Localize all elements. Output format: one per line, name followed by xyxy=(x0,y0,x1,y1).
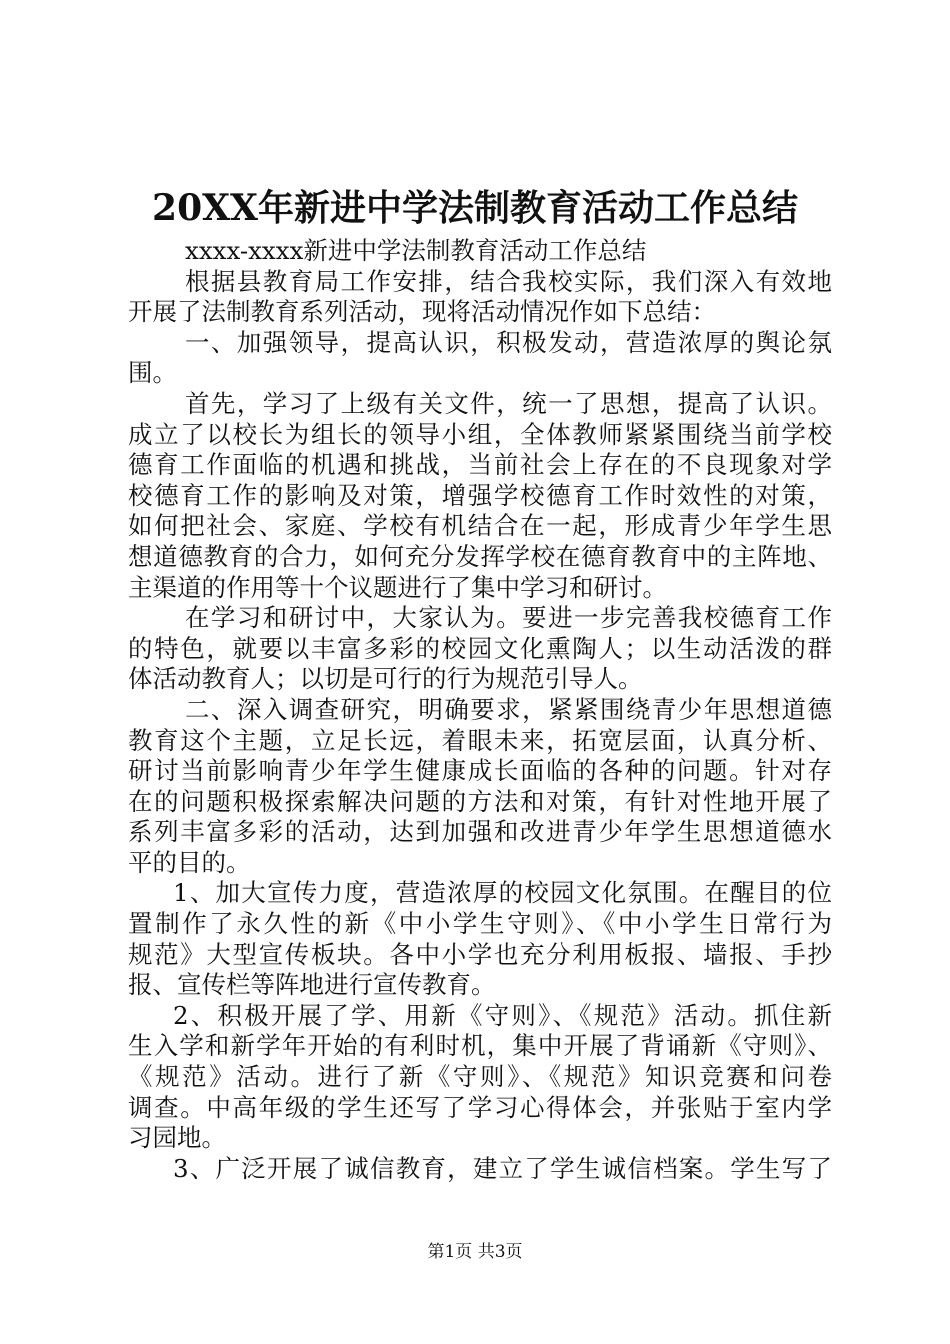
paragraph-line: 想道德教育的合力，如何充分发挥学校在德育教育中的主阵地、 xyxy=(128,541,832,571)
paragraph-line: xxxx-xxxx新进中学法制教育活动工作总结 xyxy=(185,236,647,265)
paragraph-line: 生入学和新学年开始的有利时机，集中开展了背诵新《守则》、 xyxy=(128,1031,832,1061)
paragraph-line: 平的目的。 xyxy=(128,847,251,877)
paragraph-line: 规范》大型宣传板块。各中小学也充分利用板报、墙报、手抄 xyxy=(128,939,832,969)
paragraph-line: 德育工作面临的机遇和挑战，当前社会上存在的不良现象对学 xyxy=(128,450,832,480)
paragraph-line: 的特色，就要以丰富多彩的校园文化熏陶人；以生动活泼的群 xyxy=(128,633,832,663)
paragraph-line: 研讨当前影响青少年学生健康成长面临的各种的问题。针对存 xyxy=(128,756,832,786)
paragraph-line: 首先，学习了上级有关文件，统一了思想，提高了认识。 xyxy=(185,388,832,418)
paragraph-line: 校德育工作的影响及对策，增强学校德育工作时效性的对策， xyxy=(128,480,832,510)
paragraph-line: 系列丰富多彩的活动，达到加强和改进青少年学生思想道德水 xyxy=(128,817,832,847)
paragraph-line: 习园地。 xyxy=(128,1123,226,1153)
page-footer: 第1页 共3页 xyxy=(427,1242,523,1262)
paragraph-line: 体活动教育人；以切是可行的行为规范引导人。 xyxy=(128,664,643,694)
paragraph-line: 开展了法制教育系列活动，现将活动情况作如下总结： xyxy=(128,297,716,327)
document-body xyxy=(128,236,832,1184)
paragraph-line: 3、广泛开展了诚信教育，建立了学生诚信档案。学生写了 xyxy=(173,1153,832,1183)
paragraph-line: 在的问题积极探索解决问题的方法和对策，有针对性地开展了 xyxy=(128,786,832,816)
paragraph-line: 教育这个主题，立足长远，着眼未来，拓宽层面，认真分析、 xyxy=(128,725,832,755)
paragraph-line: 报、宣传栏等阵地进行宣传教育。 xyxy=(128,970,496,1000)
paragraph-line: 一、加强领导，提高认识，积极发动，营造浓厚的舆论氛 xyxy=(185,327,832,357)
paragraph-line: 如何把社会、家庭、学校有机结合在一起，形成青少年学生思 xyxy=(128,511,832,541)
paragraph-line: 成立了以校长为组长的领导小组，全体教师紧紧围绕当前学校 xyxy=(128,419,832,449)
paragraph-line: 置制作了永久性的新《中小学生守则》、《中小学生日常行为 xyxy=(128,909,832,939)
paragraph-line: 1、加大宣传力度，营造浓厚的校园文化氛围。在醒目的位 xyxy=(173,878,832,908)
paragraph-line: 在学习和研讨中，大家认为。要进一步完善我校德育工作 xyxy=(185,603,832,633)
document-title: 20XX年新进中学法制教育活动工作总结 xyxy=(152,187,798,229)
paragraph-line: 根据县教育局工作安排，结合我校实际，我们深入有效地 xyxy=(185,266,832,296)
paragraph-line: 二、深入调查研究，明确要求，紧紧围绕青少年思想道德 xyxy=(185,694,832,724)
paragraph-line: 围。 xyxy=(128,358,177,388)
paragraph-line: 主渠道的作用等十个议题进行了集中学习和研讨。 xyxy=(128,572,667,602)
paragraph-line: 2、积极开展了学、用新《守则》、《规范》活动。抓住新 xyxy=(173,1000,832,1030)
paragraph-line: 《规范》活动。进行了新《守则》、《规范》知识竞赛和问卷 xyxy=(128,1062,832,1092)
paragraph-line: 调查。中高年级的学生还写了学习心得体会，并张贴于室内学 xyxy=(128,1092,832,1122)
